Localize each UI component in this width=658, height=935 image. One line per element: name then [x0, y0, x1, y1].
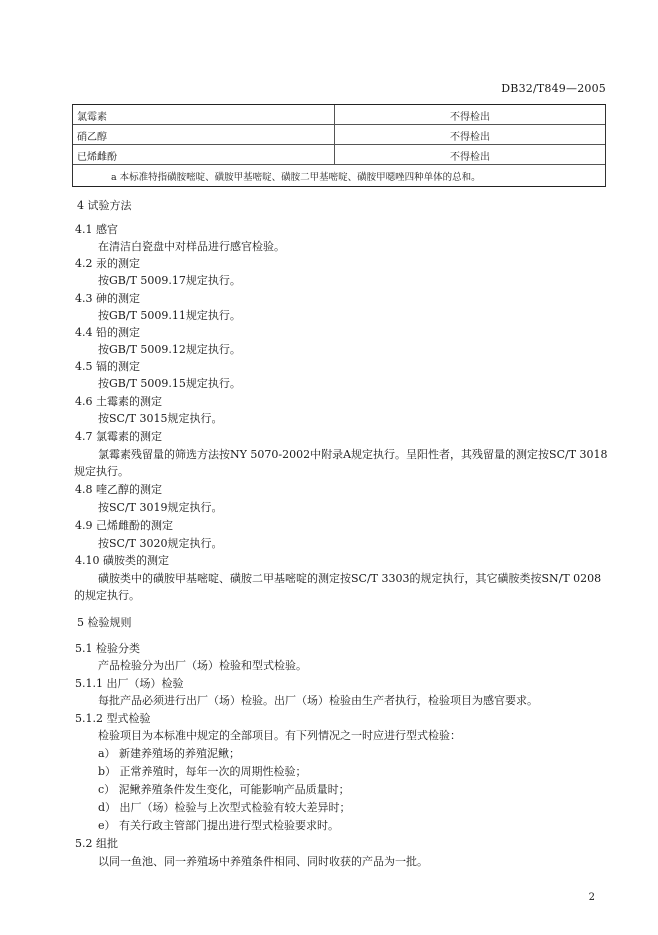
section-heading-4-9: 4.9 己烯雌酚的测定 — [75, 519, 173, 532]
section-heading-4: 4 试验方法 — [77, 199, 132, 212]
section-text-4-3: 按GB/T 5009.11规定执行。 — [98, 309, 241, 322]
residue-limits-table — [72, 104, 606, 187]
section-text-4-2: 按GB/T 5009.17规定执行。 — [98, 274, 241, 287]
section-heading-4-3: 4.3 砷的测定 — [75, 292, 140, 305]
section-text-5-1-2: 检验项目为本标准中规定的全部项目。有下列情况之一时应进行型式检验： — [98, 729, 461, 742]
section-text-4-6: 按SC/T 3015规定执行。 — [98, 412, 223, 425]
section-heading-4-1: 4.1 感官 — [75, 223, 118, 236]
list-item: b） 正常养殖时，每年一次的周期性检验； — [98, 765, 307, 778]
section-heading-4-2: 4.2 汞的测定 — [75, 257, 140, 270]
list-item: d） 出厂（场）检验与上次型式检验有较大差异时； — [98, 801, 351, 814]
section-text-4-7-line1: 氯霉素残留量的筛选方法按NY 5070-2002中附录A规定执行。呈阳性者，其残留量的测定按SC/T 3018 — [98, 448, 608, 461]
table-cell-value: 不得检出 — [450, 152, 490, 163]
section-heading-4-7: 4.7 氯霉素的测定 — [75, 430, 162, 443]
section-heading-4-4: 4.4 铅的测定 — [75, 326, 140, 339]
section-text-4-1: 在清洁白瓷盘中对样品进行感官检验。 — [98, 240, 285, 253]
section-text-4-10-line1: 磺胺类中的磺胺甲基嘧啶、磺胺二甲基嘧啶的测定按SC/T 3303的规定执行，其它磺胺类按SN/T 0208 — [98, 572, 602, 585]
section-heading-5: 5 检验规则 — [77, 616, 132, 629]
section-text-5-1: 产品检验分为出厂（场）检验和型式检验。 — [98, 659, 307, 672]
table-cell-item: 硝乙醇 — [73, 125, 335, 144]
section-heading-5-2: 5.2 组批 — [75, 837, 118, 850]
table-cell-value: 不得检出 — [450, 132, 490, 143]
section-heading-5-1: 5.1 检验分类 — [75, 642, 140, 655]
section-text-4-8: 按SC/T 3019规定执行。 — [98, 501, 223, 514]
table-footnote: a 本标准特指磺胺嘧啶、磺胺甲基嘧啶、磺胺二甲基嘧啶、磺胺甲噁唑四种单体的总和。 — [111, 172, 481, 183]
table-cell-value: 不得检出 — [450, 112, 490, 123]
section-text-4-5: 按GB/T 5009.15规定执行。 — [98, 377, 241, 390]
table-cell-item: 已烯雌酚 — [73, 145, 335, 164]
table-cell-item: 氯霉素 — [73, 105, 335, 124]
section-heading-4-5: 4.5 镉的测定 — [75, 360, 140, 373]
page-number: 2 — [588, 892, 595, 903]
section-heading-4-6: 4.6 土霉素的测定 — [75, 395, 162, 408]
list-item: c） 泥鳅养殖条件发生变化，可能影响产品质量时； — [98, 783, 350, 796]
section-text-5-1-1: 每批产品必须进行出厂（场）检验。出厂（场）检验由生产者执行，检验项目为感官要求。 — [98, 694, 538, 707]
section-text-4-9: 按SC/T 3020规定执行。 — [98, 537, 223, 550]
section-heading-5-1-2: 5.1.2 型式检验 — [75, 712, 151, 725]
table-row — [73, 125, 605, 145]
section-text-4-7-line2: 规定执行。 — [74, 465, 129, 478]
section-text-4-10-line2: 的规定执行。 — [74, 589, 140, 602]
document-code: DB32/T849—2005 — [501, 82, 606, 95]
section-heading-5-1-1: 5.1.1 出厂（场）检验 — [75, 677, 184, 690]
list-item: e） 有关行政主管部门提出进行型式检验要求时。 — [98, 819, 340, 832]
section-heading-4-10: 4.10 磺胺类的测定 — [75, 554, 169, 567]
list-item: a） 新建养殖场的养殖泥鳅； — [98, 747, 241, 760]
section-text-5-2: 以同一鱼池、同一养殖场中养殖条件相同、同时收获的产品为一批。 — [98, 855, 428, 868]
table-row — [73, 105, 605, 125]
section-text-4-4: 按GB/T 5009.12规定执行。 — [98, 343, 241, 356]
section-heading-4-8: 4.8 喹乙醇的测定 — [75, 483, 162, 496]
table-row — [73, 145, 605, 165]
